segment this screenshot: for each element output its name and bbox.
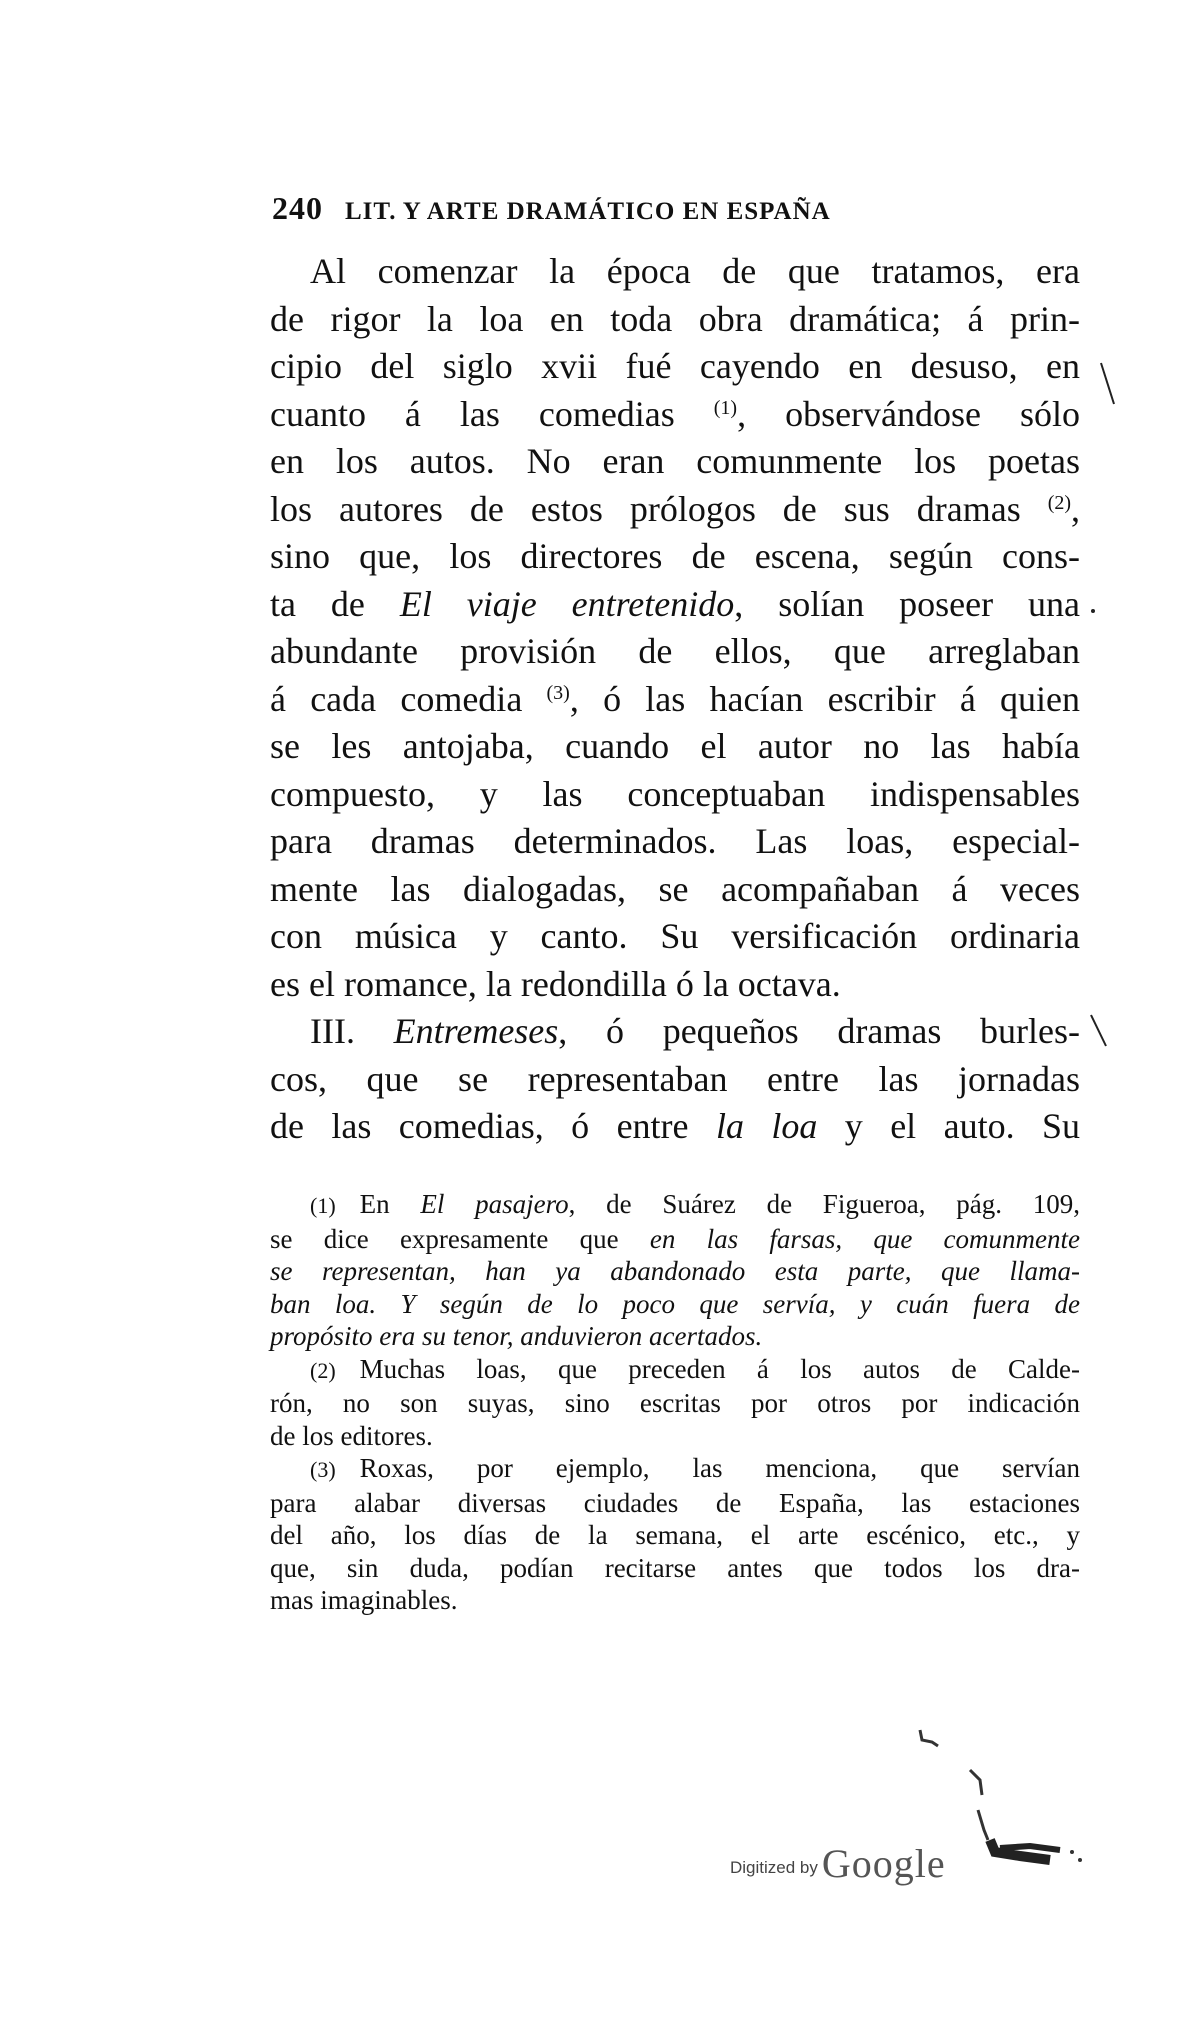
footnote-mark-2: (2) [310,1357,336,1383]
page-number: 240 [272,190,323,226]
text-line: cipio del siglo xvii fué cayendo en desuso, en [270,346,1080,386]
text-line: de las comedias, ó entre la loa y el auto. Su [270,1106,1081,1146]
running-title: LIT. Y ARTE DRAMÁTICO EN ESPAÑA [345,198,831,225]
footnote-line: ban loa. Y según de lo poco que servía, y cuán fuera de [270,1288,1080,1319]
footnote-line: de los editores. [270,1420,433,1451]
footnote-line: que, sin duda, podían recitarse antes que todos los dra- [270,1552,1080,1583]
footnote-line: (1) En El pasajero, de Suárez de Figueroa, pág. 109, [270,1188,1080,1223]
footnote-line: (2) Muchas loas, que preceden á los autos de Calde- [270,1353,1080,1388]
footnote-ref-2: (2) [1047,491,1072,514]
text-line: ta de El viaje entretenido, solían poseer una [270,583,1080,624]
footnote-line: para alabar diversas ciudades de España, las estaciones [270,1487,1080,1518]
text-line: sino que, los directores de escena, según cons- [270,536,1080,576]
watermark-prefix: Digitized by [730,1858,818,1877]
footnote-line: del año, los días de la semana, el arte escénico, etc., y [270,1520,1080,1550]
footnote-line: se dice expresamente que en las farsas, que comunmente [270,1223,1081,1254]
text-line: abundante provisión de ellos, que arreglaban [270,631,1080,671]
margin-scratch-mark [1088,1012,1110,1052]
margin-scratch-mark [1098,360,1118,408]
footnote-mark-1: (1) [310,1193,336,1218]
footnotes [270,1188,1080,1617]
text-line: Al comenzar la época de que tratamos, era [310,251,1080,291]
text-line: compuesto, y las conceptuaban indispensables [270,773,1080,814]
text-line: los autores de estos prólogos de sus dramas $^{(2)}$, [270,488,1081,529]
footnote-ref-1: (1) [713,396,738,419]
footnote-line: mas imaginables. [270,1585,458,1615]
main-text [270,248,1080,1151]
google-logo: Google [821,1841,946,1886]
footnote-line: se representan, han ya abandonado esta parte, que llama- [270,1256,1080,1286]
running-head [272,190,1092,227]
text-line: mente las dialogadas, se acompañaban á veces [270,868,1080,909]
text-line: se les antojaba, cuando el autor no las había [270,726,1080,766]
footnote-line: (3) Roxas, por ejemplo, las menciona, que servían [270,1452,1080,1487]
italic-term: la loa [715,1106,818,1146]
footnote-line: propósito era su tenor, anduvieron acertados. [270,1321,763,1351]
text-line: en los autos. No eran comunmente los poetas [270,441,1080,481]
text-line: es el romance, la redondilla ó la octava. [270,963,841,1004]
text-line: con música y canto. Su versificación ordinaria [270,916,1080,956]
digitized-watermark [730,1840,946,1887]
footnote-line: rón, no son suyas, sino escritas por otros por indicación [270,1388,1080,1418]
margin-dot-mark [1088,606,1098,616]
footnote-mark-3: (3) [310,1457,336,1482]
footnote-ref-3: (3) [546,681,570,704]
text-line: para dramas determinados. Las loas, especial- [270,821,1080,861]
text-line: á cada comedia $^{(3)}$, ó las hacían escribir á quien [270,678,1080,719]
italic-term: Entremeses [393,1011,559,1051]
italic-title: El viaje entretenido [399,583,735,624]
text-line: cuanto á las comedias $^{(1)}$, observándose sólo [270,393,1080,434]
text-line: cos, que se representaban entre las jornadas [270,1058,1080,1099]
text-line: III. Entremeses, ó pequeños dramas burles- [310,1011,1080,1051]
text-line: de rigor la loa en toda obra dramática; á prin- [270,298,1080,339]
